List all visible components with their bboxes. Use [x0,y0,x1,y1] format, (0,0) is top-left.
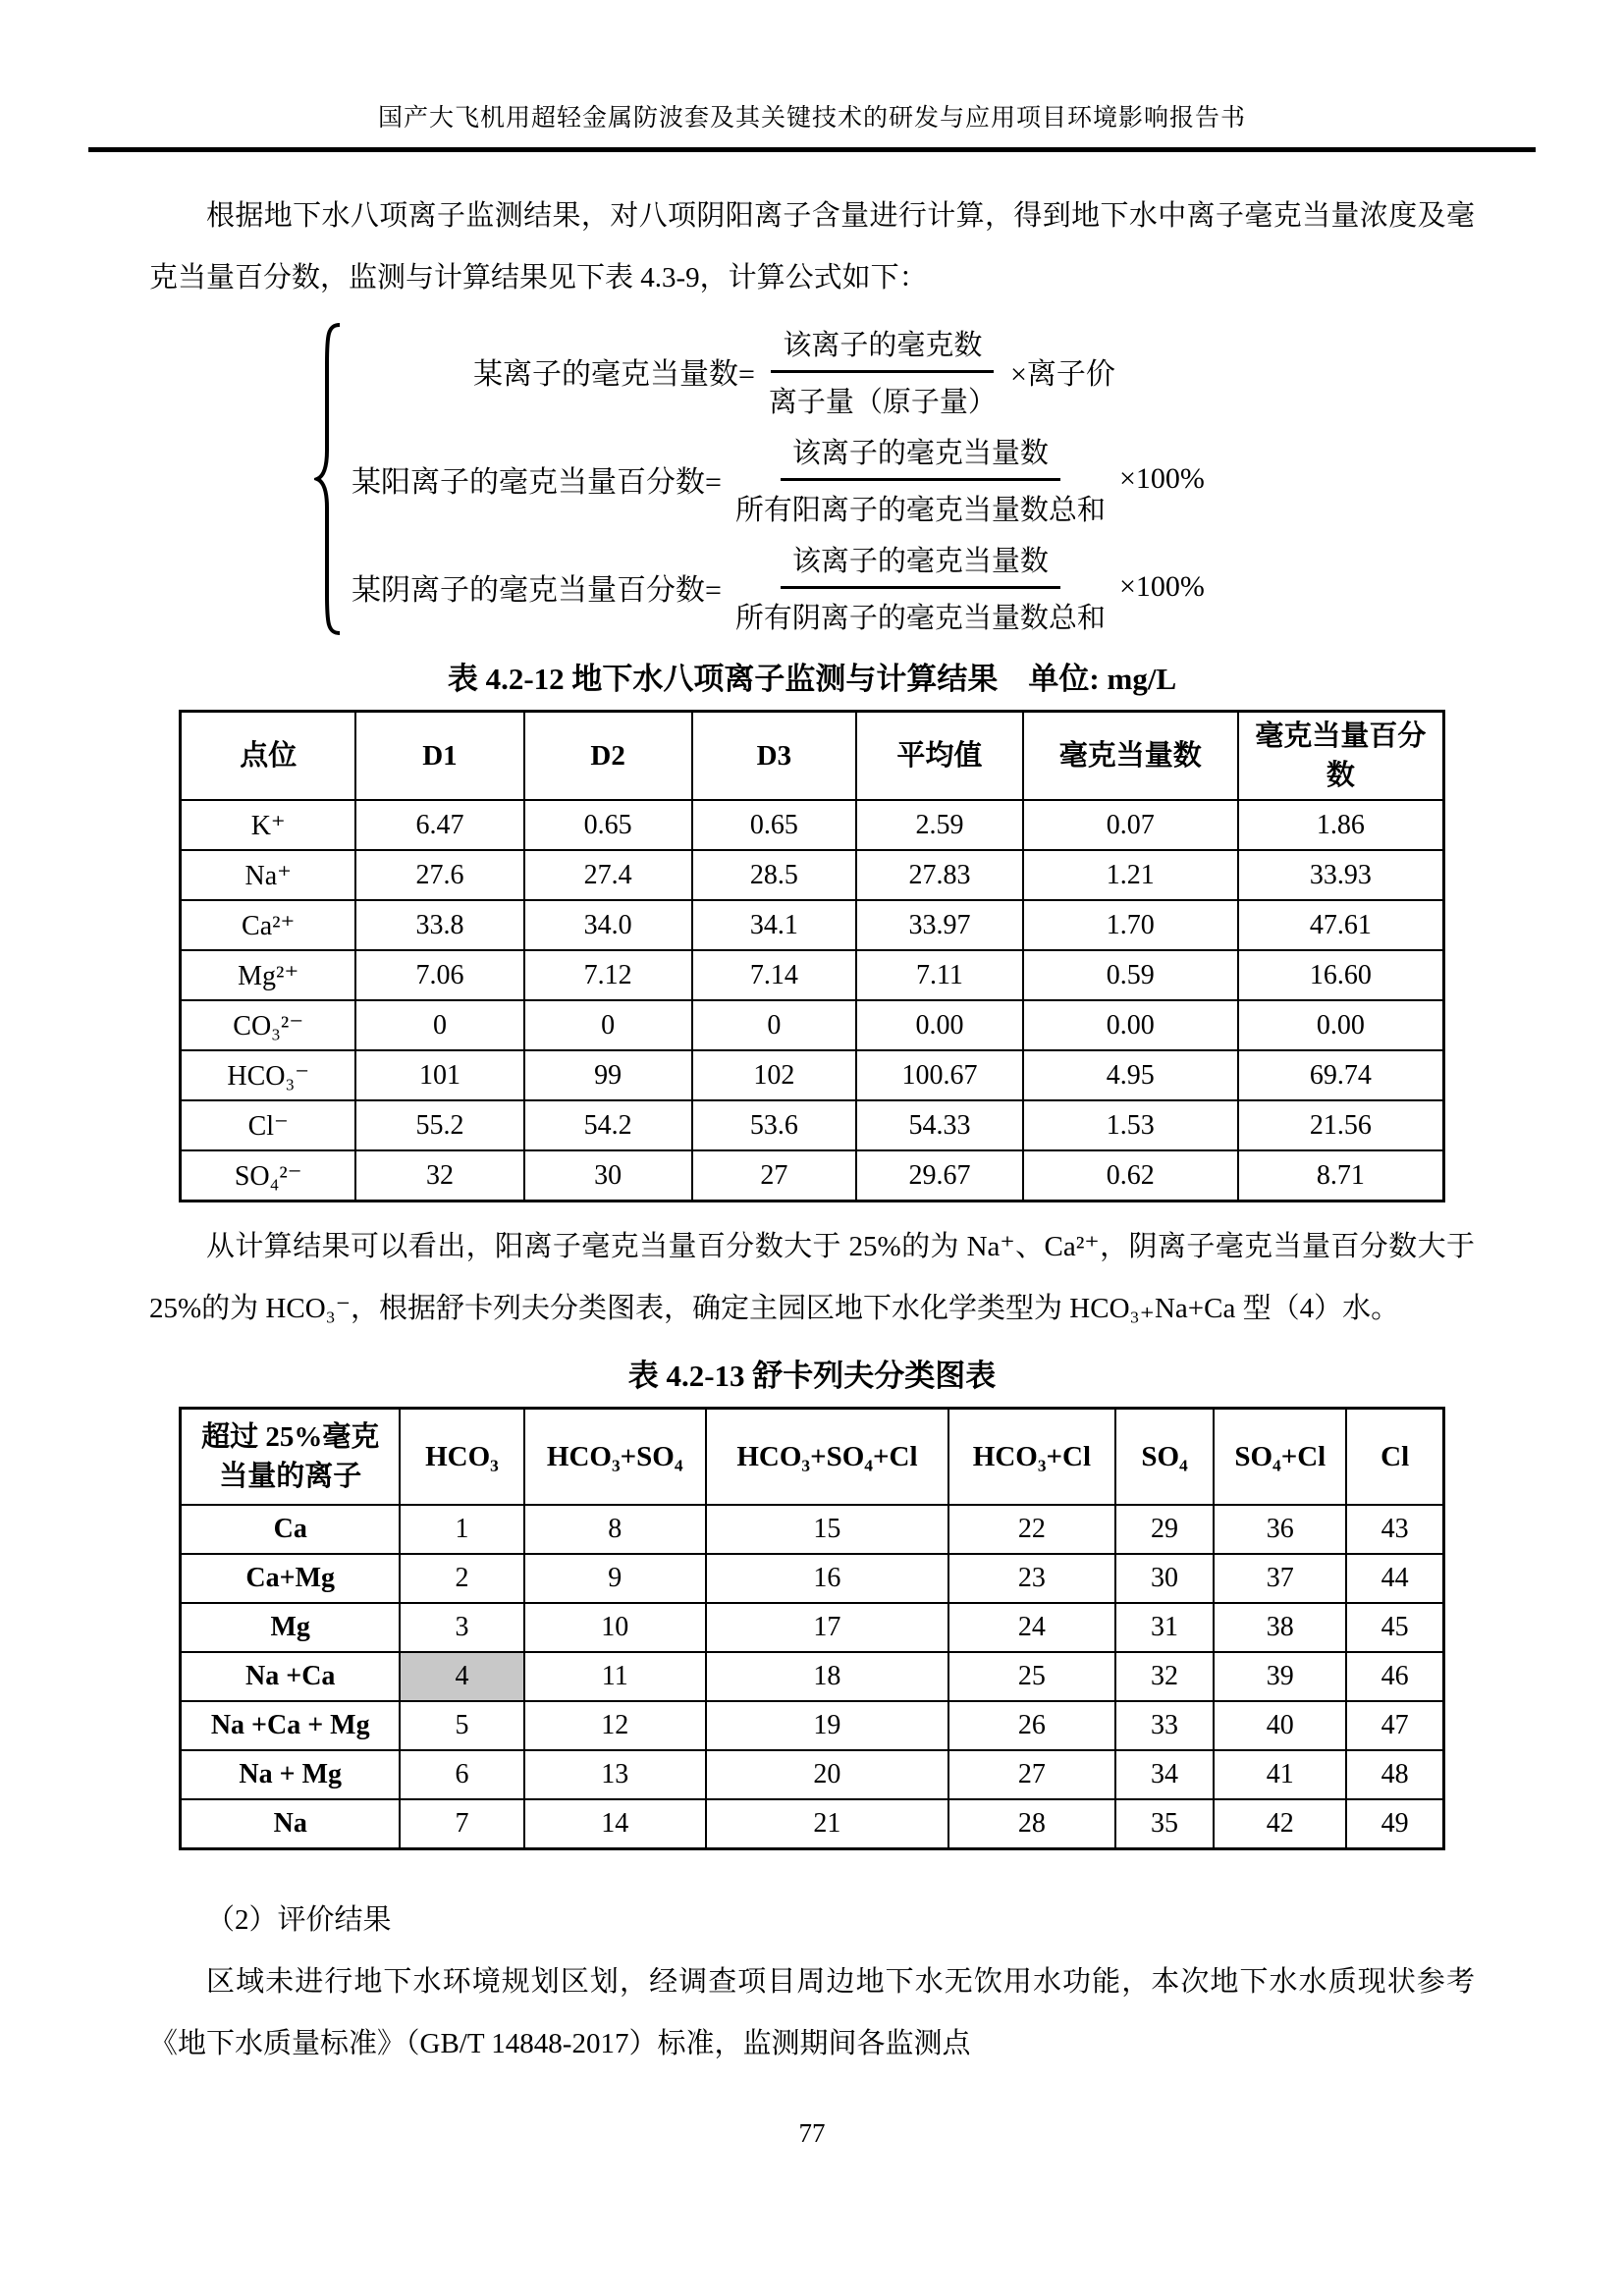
formula-suffix: ×100% [1118,570,1205,603]
column-header: HCO₃+Cl [948,1409,1115,1506]
value-cell: 5 [400,1701,523,1750]
column-header: D3 [692,712,856,801]
value-cell: 0 [692,1000,856,1050]
value-cell: 23 [948,1554,1115,1603]
value-cell: 55.2 [355,1100,523,1150]
formula-lhs: 某阳离子的毫克当量百分数= [352,466,722,499]
formula-cation-percent [352,425,1624,533]
column-header: 超过 25%毫克当量的离子 [181,1409,401,1506]
table-row [181,1000,1444,1050]
value-cell: 0.65 [692,800,856,850]
value-cell: 0.62 [1023,1150,1238,1201]
formula-lhs: 某离子的毫克当量数= [473,358,755,391]
value-cell: 0 [355,1000,523,1050]
value-cell: 28 [948,1799,1115,1849]
value-cell: 47 [1346,1701,1443,1750]
value-cell: 7.11 [856,950,1023,1000]
fraction-denominator: 离子量（原子量） [768,386,997,418]
row-label-cell: Ca²⁺ [181,900,356,950]
row-label-cell: Ca [181,1505,401,1554]
value-cell: 27 [948,1750,1115,1799]
paragraph-eval-body: 区域未进行地下水环境规划区划，经调查项目周边地下水无饮用水功能，本次地下水水质现状参考《地下水质量标准》（GB/T 14848-2017）标准，监测期间各监测点 [149,1966,1475,2059]
table-header-row [181,1409,1444,1506]
formula-column [352,317,1624,643]
value-cell: 69.74 [1238,1050,1444,1100]
value-cell: 45 [1346,1603,1443,1652]
value-cell: 0.00 [1238,1000,1444,1050]
row-label-cell: Na +Ca + Mg [181,1701,401,1750]
value-cell: 34.1 [692,900,856,950]
table-header-row [181,712,1444,801]
column-header: HCO₃+SO₄+Cl [706,1409,948,1506]
value-cell: 20 [706,1750,948,1799]
fraction-denominator: 所有阴离子的毫克当量数总和 [734,602,1106,634]
row-label-cell: Na⁺ [181,850,356,900]
table-row [181,1701,1444,1750]
document-header-title: 国产大飞机用超轻金属防波套及其关键技术的研发与应用项目环境影响报告书 [377,105,1246,132]
value-cell: 8 [524,1505,706,1554]
table-row [181,1505,1444,1554]
header-rule [88,147,1536,152]
column-header: Cl [1346,1409,1443,1506]
value-cell: 17 [706,1603,948,1652]
value-cell: 0.00 [856,1000,1023,1050]
value-cell: 27.83 [856,850,1023,900]
value-cell: 27.6 [355,850,523,900]
value-cell: 1.21 [1023,850,1238,900]
value-cell: 27.4 [524,850,692,900]
table-row [181,1652,1444,1701]
fraction-numerator: 该离子的毫克数 [771,323,994,373]
value-cell: 7 [400,1799,523,1849]
value-cell: 1 [400,1505,523,1554]
row-label-cell: Na + Mg [181,1750,401,1799]
value-cell: 33.97 [856,900,1023,950]
fraction [757,323,1008,420]
value-cell: 7.12 [524,950,692,1000]
formula-suffix: ×离子价 [1009,358,1115,391]
value-cell: 44 [1346,1554,1443,1603]
row-label-cell: Na +Ca [181,1652,401,1701]
value-cell: 4 [400,1652,523,1701]
value-cell: 37 [1214,1554,1346,1603]
column-header: HCO₃ [400,1409,523,1506]
value-cell: 11 [524,1652,706,1701]
value-cell: 30 [1115,1554,1214,1603]
column-header: D2 [524,712,692,801]
value-cell: 7.14 [692,950,856,1000]
value-cell: 41 [1214,1750,1346,1799]
column-header: D1 [355,712,523,801]
value-cell: 18 [706,1652,948,1701]
value-cell: 25 [948,1652,1115,1701]
value-cell: 47.61 [1238,900,1444,950]
fraction-numerator: 该离子的毫克当量数 [781,431,1060,481]
value-cell: 29 [1115,1505,1214,1554]
value-cell: 8.71 [1238,1150,1444,1201]
value-cell: 0.59 [1023,950,1238,1000]
column-header: SO₄+Cl [1214,1409,1346,1506]
value-cell: 1.70 [1023,900,1238,950]
row-label-cell: Mg²⁺ [181,950,356,1000]
value-cell: 35 [1115,1799,1214,1849]
table-row [181,1554,1444,1603]
fraction [724,431,1117,528]
value-cell: 102 [692,1050,856,1100]
value-cell: 28.5 [692,850,856,900]
column-header: 点位 [181,712,356,801]
value-cell: 33.93 [1238,850,1444,900]
shukarev-classification-table [179,1407,1445,1850]
value-cell: 6.47 [355,800,523,850]
row-label-cell: Mg [181,1603,401,1652]
row-label-cell: Ca+Mg [181,1554,401,1603]
paragraph-intro: 根据地下水八项离子监测结果，对八项阴阳离子含量进行计算，得到地下水中离子毫克当量浓度及毫克当量百分数，监测与计算结果见下表 4.3-9，计算公式如下： [149,200,1475,294]
column-header: 平均值 [856,712,1023,801]
value-cell: 33 [1115,1701,1214,1750]
value-cell: 29.67 [856,1150,1023,1201]
value-cell: 40 [1214,1701,1346,1750]
value-cell: 22 [948,1505,1115,1554]
value-cell: 54.33 [856,1100,1023,1150]
value-cell: 3 [400,1603,523,1652]
paragraph-analysis: 从计算结果可以看出，阳离子毫克当量百分数大于 25%的为 Na⁺、Ca²⁺，阴离子毫克当量百分数大于 25%的为 HCO₃⁻，根据舒卡列夫分类图表，确定主园区地下水化学类型为 HCO₃₊Na+Ca 型（4）水。 [149,1231,1475,1324]
value-cell: 19 [706,1701,948,1750]
row-label-cell: CO₃²⁻ [181,1000,356,1050]
fraction-denominator: 所有阳离子的毫克当量数总和 [734,494,1106,526]
value-cell: 0.65 [524,800,692,850]
column-header: SO₄ [1115,1409,1214,1506]
value-cell: 38 [1214,1603,1346,1652]
table-row [181,800,1444,850]
value-cell: 46 [1346,1652,1443,1701]
value-cell: 0 [524,1000,692,1050]
value-cell: 43 [1346,1505,1443,1554]
paragraph-eval-heading: （2）评价结果 [206,1904,392,1936]
value-cell: 9 [524,1554,706,1603]
value-cell: 34 [1115,1750,1214,1799]
value-cell: 48 [1346,1750,1443,1799]
table-row [181,900,1444,950]
value-cell: 6 [400,1750,523,1799]
table-row [181,1050,1444,1100]
formula-meq-number [473,317,1624,425]
value-cell: 31 [1115,1603,1214,1652]
value-cell: 26 [948,1701,1115,1750]
value-cell: 0.00 [1023,1000,1238,1050]
value-cell: 34.0 [524,900,692,950]
shukarev-table-title: 表 4.2-13 舒卡列夫分类图表 [627,1359,997,1393]
row-label-cell: Cl⁻ [181,1100,356,1150]
value-cell: 100.67 [856,1050,1023,1100]
table-row [181,1799,1444,1849]
table-row [181,950,1444,1000]
formula-anion-percent [352,533,1624,641]
value-cell: 15 [706,1505,948,1554]
ion-monitoring-table [179,710,1445,1202]
formula-lhs: 某阴离子的毫克当量百分数= [352,574,722,607]
formula-suffix: ×100% [1118,462,1205,495]
value-cell: 1.53 [1023,1100,1238,1150]
value-cell: 16.60 [1238,950,1444,1000]
value-cell: 7.06 [355,950,523,1000]
value-cell: 39 [1214,1652,1346,1701]
column-header: 毫克当量百分数 [1238,712,1444,801]
value-cell: 21.56 [1238,1100,1444,1150]
value-cell: 12 [524,1701,706,1750]
row-label-cell: Na [181,1799,401,1849]
value-cell: 24 [948,1603,1115,1652]
value-cell: 1.86 [1238,800,1444,850]
value-cell: 33.8 [355,900,523,950]
fraction-numerator: 该离子的毫克当量数 [781,539,1060,589]
value-cell: 13 [524,1750,706,1799]
value-cell: 30 [524,1150,692,1201]
value-cell: 14 [524,1799,706,1849]
value-cell: 101 [355,1050,523,1100]
table-row [181,1150,1444,1201]
value-cell: 54.2 [524,1100,692,1150]
table-row [181,1603,1444,1652]
value-cell: 32 [355,1150,523,1201]
column-header: HCO₃+SO₄ [524,1409,706,1506]
value-cell: 21 [706,1799,948,1849]
row-label-cell: HCO₃⁻ [181,1050,356,1100]
value-cell: 2 [400,1554,523,1603]
value-cell: 42 [1214,1799,1346,1849]
value-cell: 0.07 [1023,800,1238,850]
ion-table-title: 表 4.2-12 地下水八项离子监测与计算结果 单位: mg/L [447,662,1177,696]
table-row [181,850,1444,900]
value-cell: 27 [692,1150,856,1201]
row-label-cell: SO₄²⁻ [181,1150,356,1201]
fraction [724,539,1117,636]
page-number: 77 [798,2118,826,2148]
value-cell: 53.6 [692,1100,856,1150]
value-cell: 99 [524,1050,692,1100]
table-row [181,1750,1444,1799]
row-label-cell: K⁺ [181,800,356,850]
value-cell: 49 [1346,1799,1443,1849]
value-cell: 36 [1214,1505,1346,1554]
value-cell: 10 [524,1603,706,1652]
table-row [181,1100,1444,1150]
column-header: 毫克当量数 [1023,712,1238,801]
formula-block [0,317,1624,643]
value-cell: 32 [1115,1652,1214,1701]
curly-brace-icon [314,321,344,642]
value-cell: 4.95 [1023,1050,1238,1100]
value-cell: 2.59 [856,800,1023,850]
value-cell: 16 [706,1554,948,1603]
